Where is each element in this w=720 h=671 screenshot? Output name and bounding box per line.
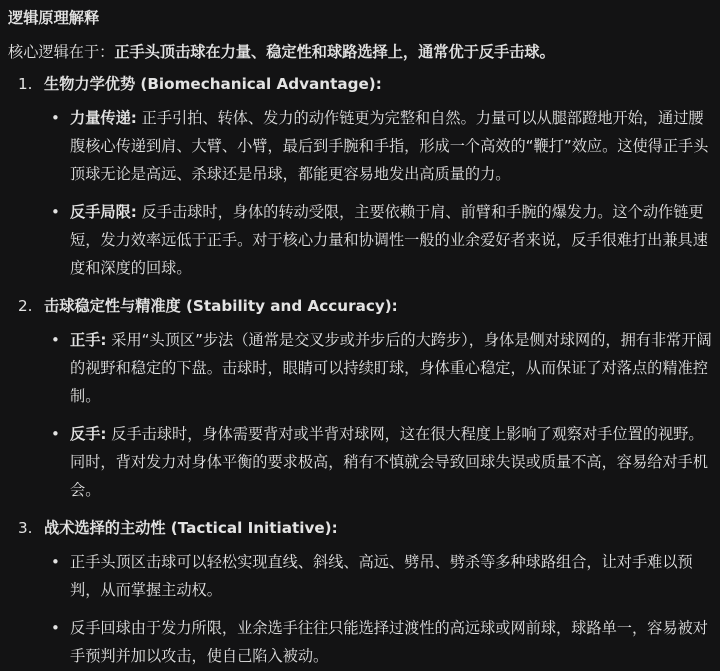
principle-item: [8, 292, 712, 504]
bullet-dot-icon: •: [51, 553, 60, 571]
list-number: 3.: [18, 519, 33, 537]
bullet-item: [51, 548, 712, 604]
principle-title-row: [8, 514, 712, 542]
principle-list: [8, 70, 712, 670]
bullet-label: 反手:: [70, 425, 107, 443]
bullet-dot-icon: •: [51, 331, 60, 349]
bullet-item: [51, 326, 712, 410]
principle-title: 生物力学优势 (Biomechanical Advantage):: [44, 75, 382, 93]
intro-prefix: 核心逻辑在于：: [8, 43, 115, 61]
bullet-item: [51, 420, 712, 504]
section-heading: 逻辑原理解释: [8, 9, 100, 27]
bullet-text: 反手击球时，身体的转动受限，主要依赖于肩、前臂和手腕的爆发力。这个动作链更短，发力效率远低于正手。对于核心力量和协调性一般的业余爱好者来说，反手很难打出兼具速度和深度的回球。: [70, 203, 708, 277]
bullet-text: 反手回球由于发力所限，业余选手往往只能选择过渡性的高远球或网前球，球路单一，容易被对手预判并加以攻击，使自己陷入被动。: [70, 619, 708, 665]
bullet-label: 力量传递:: [70, 109, 137, 127]
bullet-list: [8, 548, 712, 670]
bullet-item: [51, 614, 712, 670]
list-number: 2.: [18, 297, 33, 315]
bullet-dot-icon: •: [51, 619, 60, 637]
bullet-label: 反手局限:: [70, 203, 137, 221]
bullet-list: [8, 326, 712, 504]
bullet-text: 采用“头顶区”步法（通常是交叉步或并步后的大跨步），身体是侧对球网的，拥有非常开阔的视野和稳定的下盘。击球时，眼睛可以持续盯球，身体重心稳定，从而保证了对落点的精准控制。: [70, 331, 712, 405]
bullet-text: 反手击球时，身体需要背对或半背对球网，这在很大程度上影响了观察对手位置的视野。同时，背对发力对身体平衡的要求极高，稍有不慎就会导致回球失误或质量不高，容易给对手机会。: [70, 425, 708, 499]
intro-bold-statement: 正手头顶击球在力量、稳定性和球路选择上，通常优于反手击球。: [114, 43, 555, 61]
bullet-dot-icon: •: [51, 109, 60, 127]
principle-title-row: [8, 70, 712, 98]
bullet-text: 正手头顶区击球可以轻松实现直线、斜线、高远、劈吊、劈杀等多种球路组合，让对手难以预判，从而掌握主动权。: [70, 553, 693, 599]
bullet-item: [51, 198, 712, 282]
bullet-text: 正手引拍、转体、发力的动作链更为完整和自然。力量可以从腿部蹬地开始，通过腰腹核心传递到肩、大臂、小臂，最后到手腕和手指，形成一个高效的“鞭打”效应。这使得正手头顶球无论是高远、杀球还是吊球，都能更容易地发出高质量的力。: [70, 109, 709, 183]
bullet-dot-icon: •: [51, 203, 60, 221]
bullet-item: [51, 104, 712, 188]
principle-title-row: [8, 292, 712, 320]
intro-paragraph: [8, 38, 712, 66]
bullet-list: [8, 104, 712, 282]
principle-title: 战术选择的主动性 (Tactical Initiative):: [44, 519, 338, 537]
principle-item: [8, 70, 712, 282]
bullet-dot-icon: •: [51, 425, 60, 443]
principle-title: 击球稳定性与精准度 (Stability and Accuracy):: [44, 297, 398, 315]
list-number: 1.: [18, 75, 33, 93]
bullet-label: 正手:: [70, 331, 107, 349]
principle-item: [8, 514, 712, 670]
